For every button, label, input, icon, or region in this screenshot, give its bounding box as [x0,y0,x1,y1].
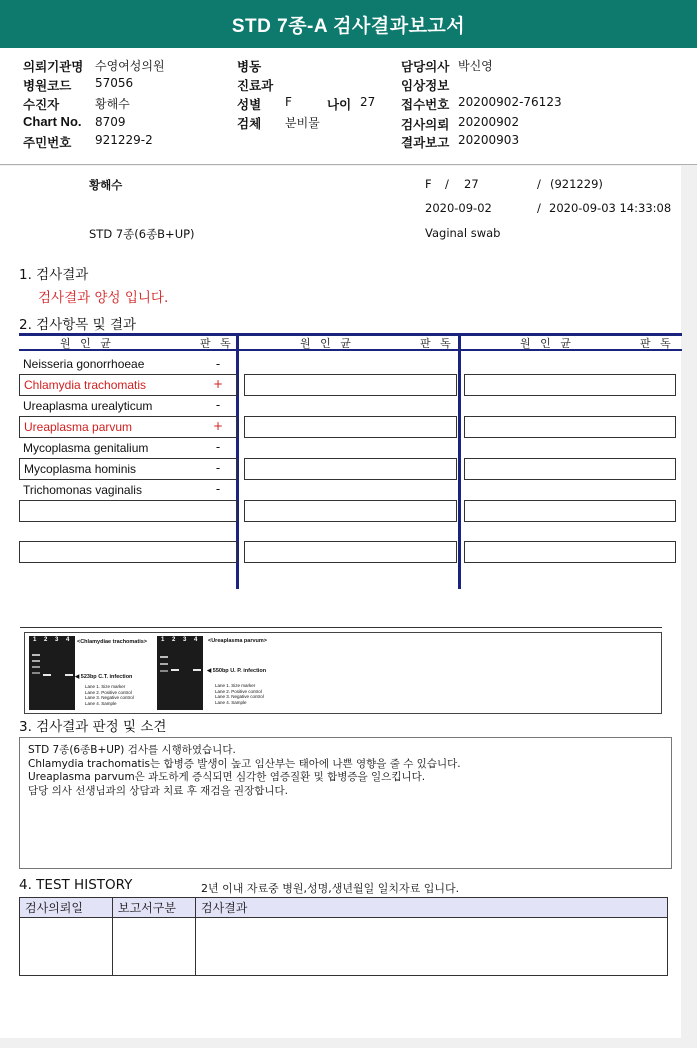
report-value: 20200903 [458,133,520,147]
patient-birth: (921229) [550,177,603,191]
reception-label: 접수번호 [401,97,450,112]
pathogen-name: Ureaplasma parvum [24,420,133,434]
history-cell [113,918,196,976]
age-value: 27 [360,95,376,109]
empty-row-box [464,458,676,480]
collector-label: 수진자 [23,97,60,112]
request-value: 20200902 [458,115,520,129]
pathogen-result: - [215,482,221,496]
pathogen-name: Trichomonas vaginalis [23,483,142,497]
separator: / [445,177,449,191]
pathogen-result: - [215,357,221,371]
empty-row-box [464,541,676,563]
hospital-value: 수영여성의원 [95,59,165,73]
divider [20,627,662,628]
pathogen-result: + [212,377,224,391]
doctor-label: 담당의사 [401,59,450,74]
separator: / [537,177,541,191]
history-col-type: 보고서구분 [113,898,196,918]
col-pathogen-header: 원 인 균 [60,337,114,350]
empty-row-box [244,374,457,396]
pathogen-result: - [215,440,221,454]
report-datetime: 2020-09-03 14:33:08 [549,201,672,215]
history-cell [196,918,668,976]
opinion-box [19,737,672,869]
history-note: 2년 이내 자료중 병원,성명,생년월일 일치자료 입니다. [201,882,460,895]
gel-up-legend: Lane 1. Size marker Lane 2. Positive control Lane 3. Negative control Lane 4. Sample [215,683,264,705]
opinion-line: Ureaplasma parvum은 과도하게 증식되면 심각한 염증질환 및 합병증을 일으킵니다. [28,771,426,783]
code-label: 병원코드 [23,78,72,93]
pathogen-result: - [215,461,221,475]
hospital-label: 의뢰기관명 [23,59,84,74]
opinion-line: 담당 의사 선생님과의 상담과 치료 후 재검을 권장합니다. [28,784,288,797]
pathogen-name: Ureaplasma urealyticum [23,399,153,413]
history-table [19,897,668,976]
section-history-heading: 4. TEST HISTORY [19,877,133,893]
pathogen-name: Chlamydia trachomatis [24,378,147,392]
empty-row-box [244,416,457,438]
pathogen-name: Mycoplasma hominis [24,462,137,476]
section-result-heading: 1. 검사결과 [19,267,89,283]
doctor-value: 박신영 [458,59,493,73]
clinical-label: 임상정보 [401,78,450,93]
report-header [0,48,697,165]
specimen-value: 분비물 [285,116,320,130]
collector-value: 황해수 [95,97,130,111]
pathogen-name: Neisseria gonorrhoeae [23,357,145,371]
history-cell [20,918,113,976]
pathogen-result: - [215,398,221,412]
patient-name: 황해수 [89,178,123,192]
specimen-type: Vaginal swab [425,226,501,240]
empty-row-box [464,500,676,522]
patient-age: 27 [464,177,479,191]
chart-value: 8709 [95,115,126,129]
gel-up: 1 2 3 4 [157,636,203,710]
request-label: 검사의뢰 [401,117,450,132]
col-result-header: 판 독 [200,337,234,350]
reception-value: 20200902-76123 [458,95,562,109]
overall-result: 검사결과 양성 입니다. [38,290,169,306]
result-row-box [19,500,237,522]
history-col-date: 검사의뢰일 [20,898,113,918]
gel-up-title: <Ureaplasma parvum> [208,638,268,644]
sex-label: 성별 [237,97,262,112]
col-pathogen-header: 원 인 균 [520,337,574,350]
id-value: 921229-2 [95,133,153,147]
separator: / [537,201,541,215]
pathogen-result: + [212,419,224,433]
report-label: 결과보고 [401,135,450,150]
empty-row-box [244,458,457,480]
empty-row-box [244,500,457,522]
history-col-result: 검사결과 [196,898,668,918]
empty-row-box [464,416,676,438]
col-result-header: 판 독 [420,337,454,350]
gel-ct-legend: Lane 1. Size marker Lane 2. Positive control Lane 3. Negative control Lane 4. Sample [85,684,134,706]
test-name: STD 7종(6종B+UP) [89,227,195,241]
col-pathogen-header: 원 인 균 [300,337,354,350]
col-result-header: 판 독 [640,337,674,350]
report-title: STD 7종-A 검사결과보고서 [0,0,697,48]
chart-label: Chart No. [23,114,82,129]
column-divider [458,333,461,589]
code-value: 57056 [95,76,134,90]
gel-ct-title: <Chlamydiae trachomatis> [77,639,148,645]
gel-electrophoresis-image [24,632,662,714]
empty-row-box [244,541,457,563]
gel-up-band: ◀ 550bp U. P. infection [207,668,267,674]
section-opinion-heading: 3. 검사결과 판정 및 소견 [19,719,167,735]
age-label: 나이 [327,97,352,112]
pathogen-name: Mycoplasma genitalium [23,441,149,455]
opinion-line: Chlamydia trachomatis는 합병증 발생이 높고 임산부는 태아에 나쁜 영향을 줄 수 있습니다. [28,757,461,770]
ward-label: 병동 [237,59,262,74]
patient-sex: F [425,177,432,191]
sex-value: F [285,95,292,109]
opinion-line: STD 7종(6종B+UP) 검사를 시행하였습니다. [28,744,236,756]
empty-row-box [464,374,676,396]
id-label: 주민번호 [23,135,72,150]
section-items-heading: 2. 검사항목 및 결과 [19,317,137,333]
specimen-label: 검체 [237,116,262,131]
gel-ct-band: ◀ 523bp C.T. infection [75,674,133,680]
collection-date: 2020-09-02 [425,201,492,215]
result-row-box [19,541,237,563]
dept-label: 진료과 [237,78,274,93]
gel-ct: 1 2 3 4 [29,636,75,710]
